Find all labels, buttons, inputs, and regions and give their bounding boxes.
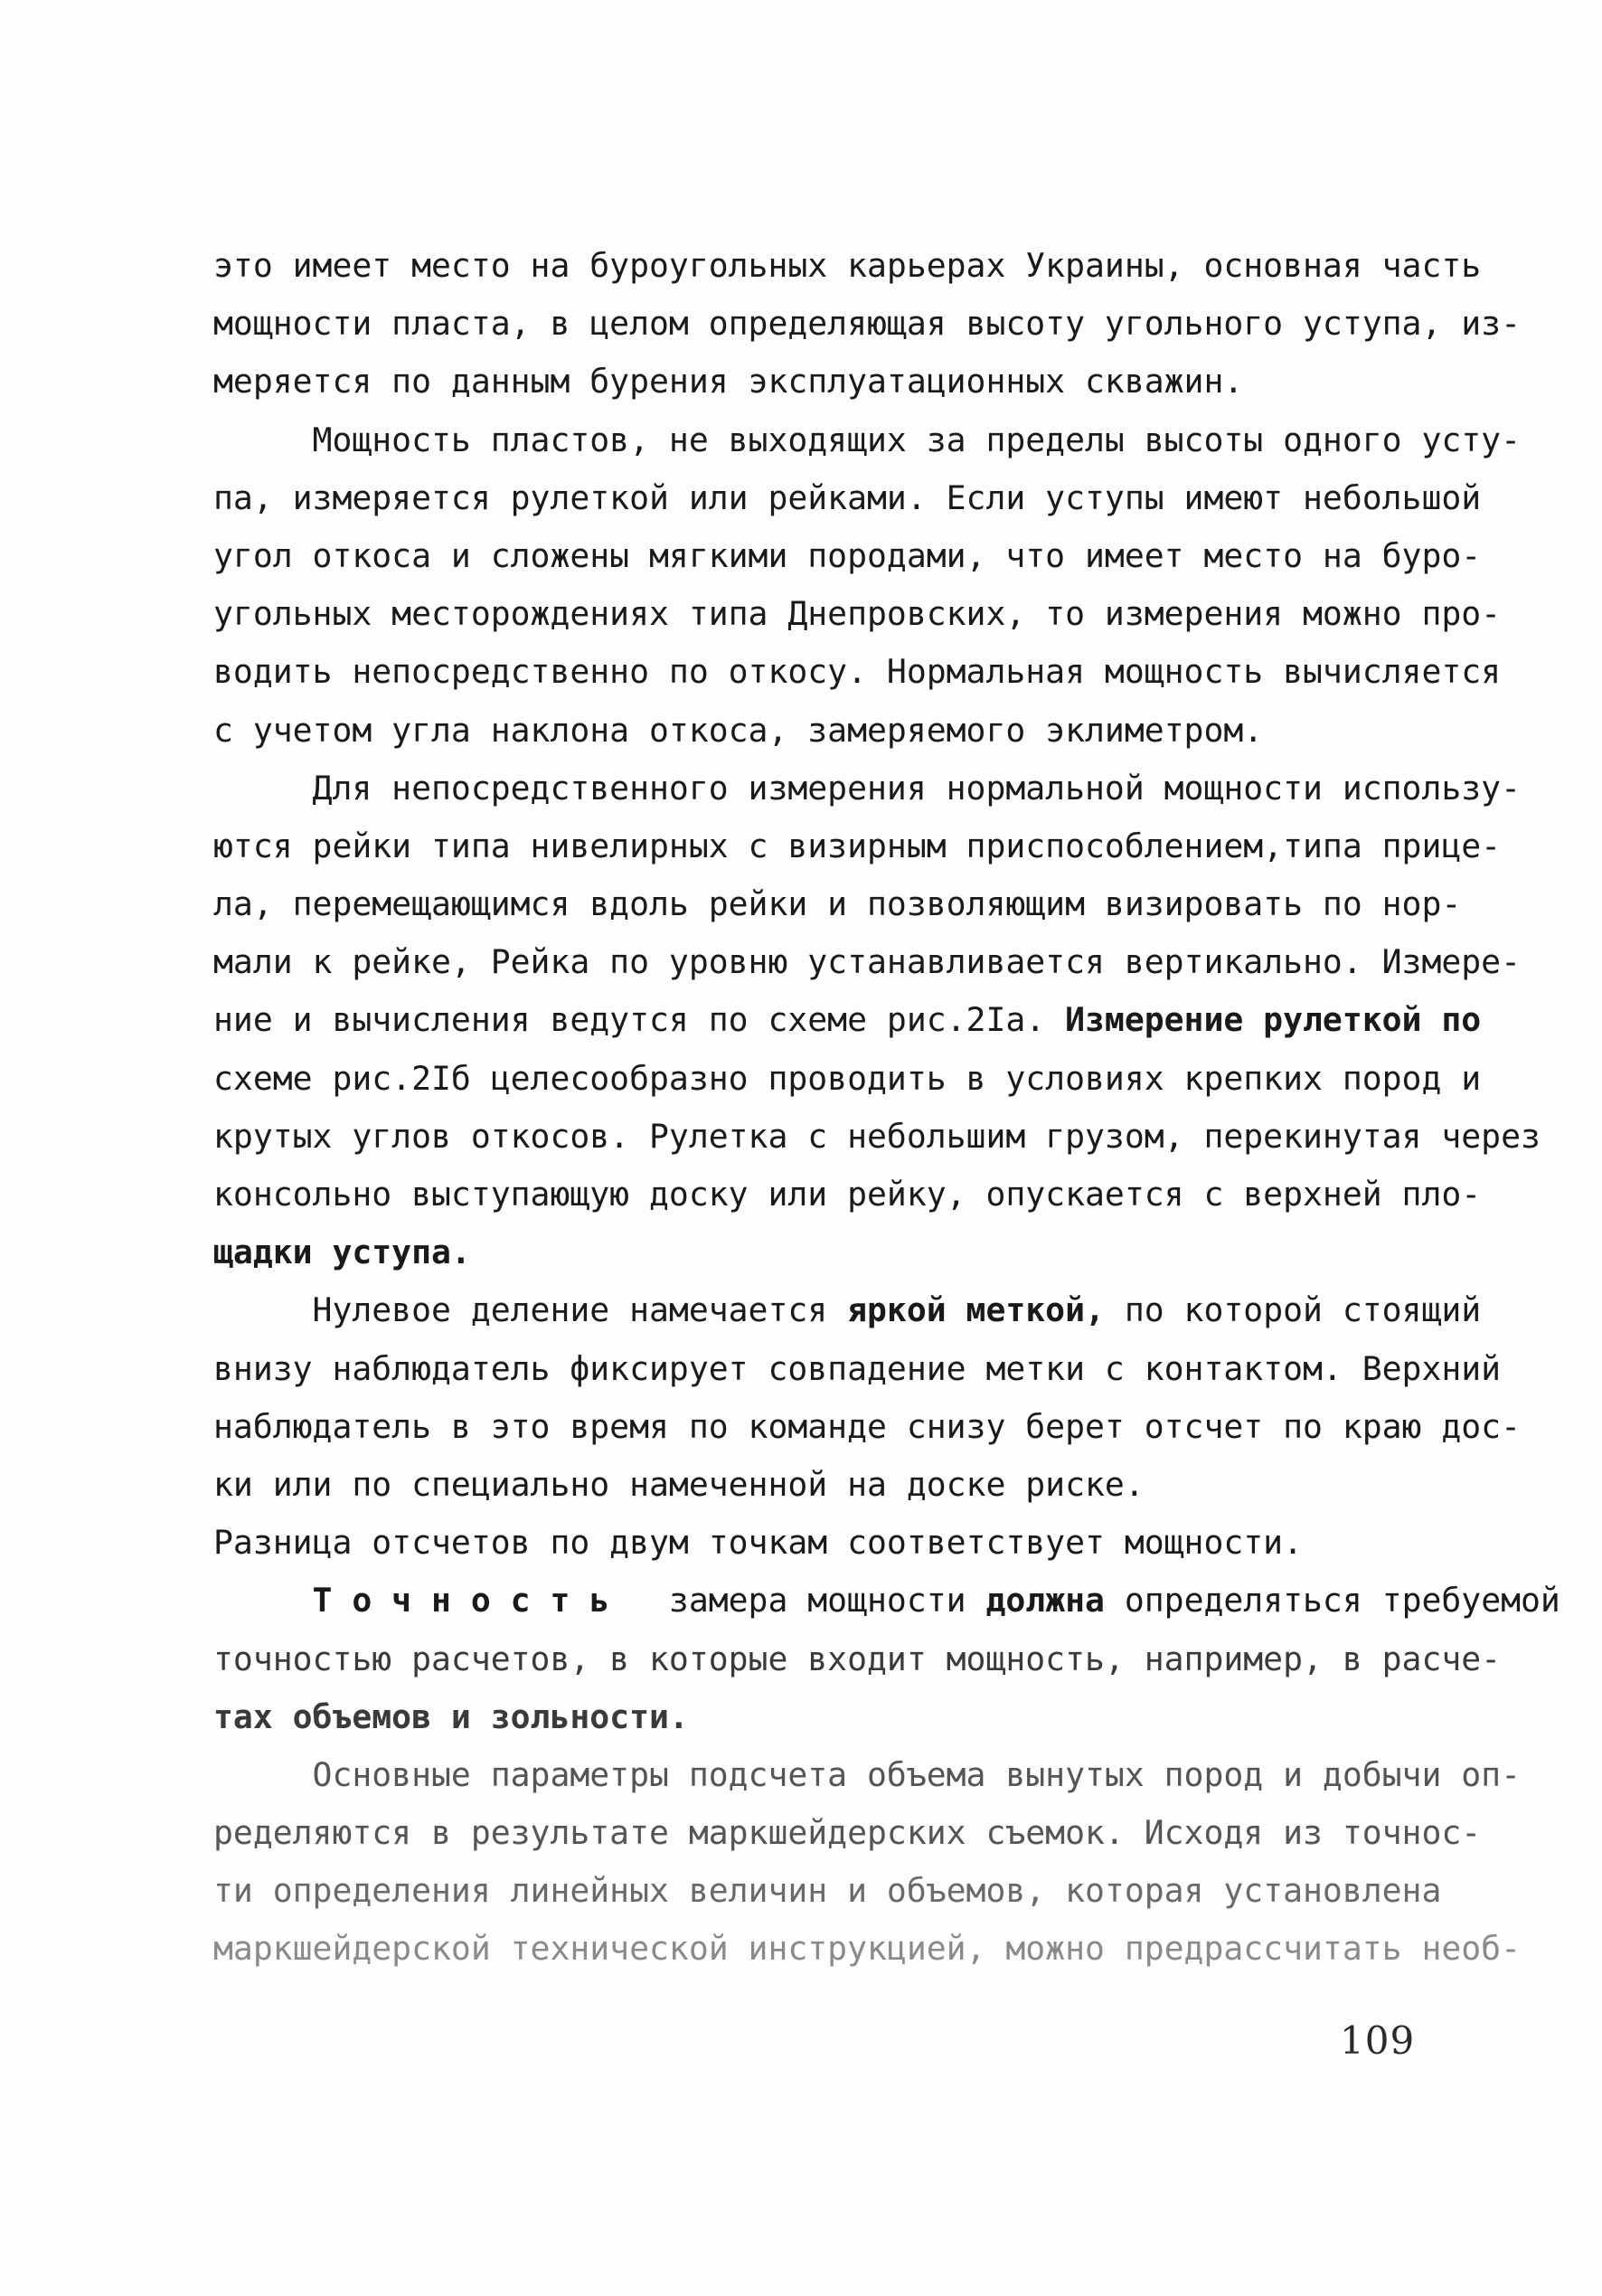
text-line: угольных месторождениях типа Днепровских, то измерения можно про- [213,594,1502,634]
text-line: с учетом угла наклона откоса, замеряемого эклиметром. [213,710,1264,750]
text-segment: ние и вычисления ведутся по схеме рис.2Iа. [213,1000,1046,1040]
text-line: Для непосредственного измерения нормальной мощности использу- [213,768,1521,808]
text-segment: по которой стоящий [1104,1290,1482,1330]
text-line: угол откоса и сложены мягкими породами, что имеет место на буро- [213,535,1482,575]
body-text [213,237,1560,1979]
text-line: крутых углов откосов. Рулетка с небольшим грузом, перекинутая через [213,1116,1541,1156]
text-line: это имеет место на буроугольных карьерах Украины, основная часть [213,246,1482,285]
spaced-emphasis: Т о ч н о с т ь [213,1581,610,1620]
text-segment-bold: должна [985,1581,1105,1620]
text-segment: Нулевое деление намечается [213,1290,848,1330]
text-line: Разница отсчетов по двум точкам соответствует мощности. [213,1523,1303,1563]
text-line: Мощность пластов, не выходящих за пределы высоты одного усту- [213,420,1521,459]
text-line: наблюдатель в это время по команде снизу берет отсчет по краю дос- [213,1406,1521,1446]
text-line: ются рейки типа нивелирных с визирным приспособлением,типа прице- [213,826,1502,865]
text-line: меряется по данным бурения эксплуатационных скважин. [213,362,1244,402]
text-line: мощности пласта, в целом определяющая высоту угольного уступа, из- [213,304,1521,344]
text-line: щадки уступа. [213,1233,471,1272]
text-line: схеме рис.2Iб целесообразно проводить в условиях крепких пород и [213,1058,1482,1098]
text-line: мали к рейке, Рейка по уровню устанавливается вертикально. Измере- [213,942,1521,982]
text-line: Основные параметры подсчета объема вынутых пород и добычи оп- [213,1754,1521,1794]
text-line: ределяются в результате маркшейдерских съемок. Исходя из точнос- [213,1813,1482,1853]
page-number: 109 [1340,2018,1416,2063]
text-line [213,991,1482,1049]
text-line: маркшейдерской технической инструкцией, можно предрассчитать необ- [213,1929,1521,1969]
text-segment-bold: яркой меткой, [847,1290,1105,1330]
text-line: па, измеряется рулеткой или рейками. Если уступы имеют небольшой [213,477,1482,517]
text-line: тах объемов и зольности. [213,1696,689,1736]
text-line: ки или по специально намеченной на доске риске. [213,1464,1145,1504]
text-line: точностью расчетов, в которые входит мощность, например, в расче- [213,1639,1502,1678]
text-segment-bold: Измерение рулеткой по [1045,1000,1482,1040]
text-line: водить непосредственно по откосу. Нормальная мощность вычисляется [213,652,1502,692]
text-line: консольно выступающую доску или рейку, опускается с верхней пло- [213,1175,1482,1214]
text-line: внизу наблюдатель фиксирует совпадение метки с контактом. Верхний [213,1348,1502,1388]
text-segment: определяться требуемой [1104,1581,1560,1620]
text-line: ла, перемещающимся вдоль рейки и позволяющим визировать по нор- [213,884,1462,924]
text-line [213,1572,1560,1630]
text-segment: замера мощности [609,1581,986,1620]
text-line: ти определения линейных величин и объемов, которая установлена [213,1871,1442,1911]
text-line [213,1281,1482,1339]
